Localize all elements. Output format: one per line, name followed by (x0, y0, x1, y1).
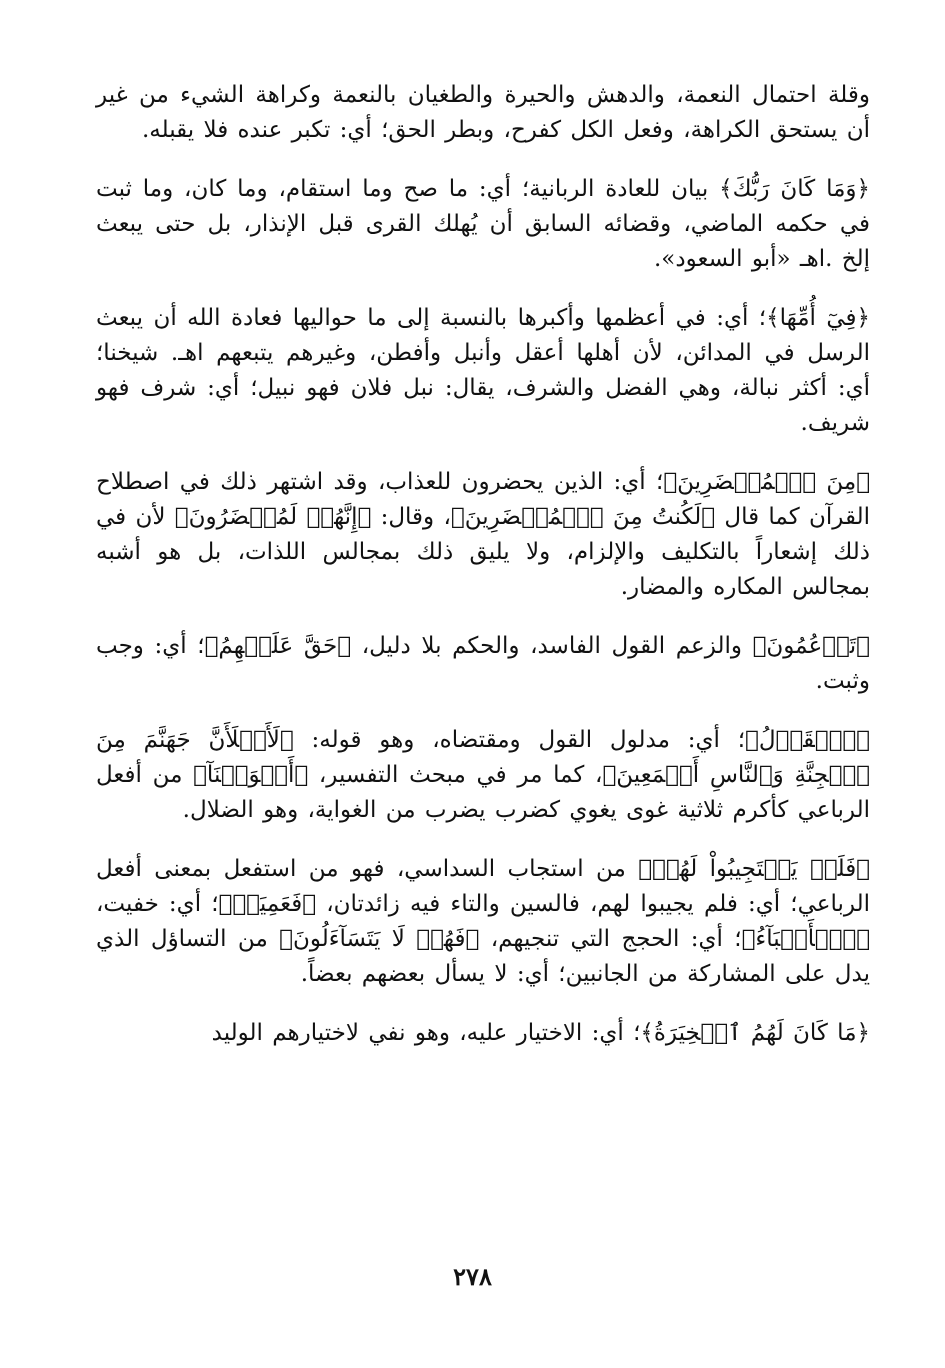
page-body (96, 78, 870, 1278)
page-number: ٢٧٨ (453, 1262, 492, 1291)
paragraph: ﴿مَا كَانَ لَهُمُ ٱلۡخِيَرَةُ﴾؛ أي: الاختيار عليه، وهو نفي لاختيارهم الوليد (211, 1020, 870, 1046)
paragraph: ﴿فِيٓ أُمِّهَا﴾؛ أي: في أعظمها وأكبرها بالنسبة إلى ما حواليها فعادة الله أن يبعث الرسل في المدائن، لأن أهلها أعقل وأنبل وأفطن، وغيرهم يتبعهم اهـ. شيخنا؛ أي: أكثر نبالة، وهي الفضل والشرف، يقال: نبل فلان فهو نبيل؛ أي: شرف فهو شريف. (96, 305, 870, 436)
paragraph: ﴿تَزۡعُمُونَ﴾ والزعم القول الفاسد، والحكم بلا دليل، ﴿حَقَّ عَلَيۡهِمُ﴾؛ أي: وجب وثبت. (96, 633, 870, 694)
paragraph: وقلة احتمال النعمة، والدهش والحيرة والطغيان بالنعمة وكراهة الشيء من غير أن يستحق الكراهة، وفعل الكل كفرح، وبطر الحق؛ أي: تكبر عنده فلا يقبله. (96, 82, 870, 143)
paragraph: ﴿ٱلۡقَوۡلُ﴾؛ أي: مدلول القول ومقتضاه، وهو قوله: ﴿لَأَمۡلَأَنَّ جَهَنَّمَ مِنَ ٱلۡجِنَّةِ وَٱلنَّاسِ أَجۡمَعِينَ﴾، كما مر في مبحث التفسير، ﴿أَغۡوَيۡنَآ﴾ من أفعل الرباعي كأكرم ثلاثية غوى يغوي كضرب يضرب من الغواية، وهو الضلال. (96, 727, 870, 823)
paragraph: ﴿وَمَا كَانَ رَبُّكَ﴾ بيان للعادة الربانية؛ أي: ما صح وما استقام، وما كان، وما ثبت في حكمه الماضي، وقضائه السابق أن يُهلك القرى قبل الإنذار، بل حتى يبعث إلخ .اهـ «أبو السعود». (96, 176, 870, 272)
paragraph: ﴿فَلَمۡ يَسۡتَجِيبُواْ لَهُمۡ﴾ من استجاب السداسي، فهو من استفعل بمعنى أفعل الرباعي؛ أي: فلم يجيبوا لهم، فالسين والتاء فيه زائدتان، ﴿فَعَمِيَتۡ﴾؛ أي: خفيت، ﴿ٱلۡأَنۢبَآءُ﴾؛ أي: الحجج التي تنجيهم، ﴿فَهُمۡ لَا يَتَسَآءَلُونَ﴾ من التساؤل الذي يدل على المشاركة من الجانبين؛ أي: لا يسأل بعضهم بعضاً. (96, 856, 870, 987)
paragraph: ﴿مِنَ ٱلۡمُحۡضَرِينَ﴾؛ أي: الذين يحضرون للعذاب، وقد اشتهر ذلك في اصطلاح القرآن كما قال ﴿لَكُنتُ مِنَ ٱلۡمُحۡضَرِينَ﴾، وقال: ﴿إِنَّهُمۡ لَمُحۡضَرُونَ﴾ لأن في ذلك إشعاراً بالتكليف والإلزام، ولا يليق ذلك بمجالس اللذات، بل هو أشبه بمجالس المكاره والمضار. (96, 469, 870, 600)
